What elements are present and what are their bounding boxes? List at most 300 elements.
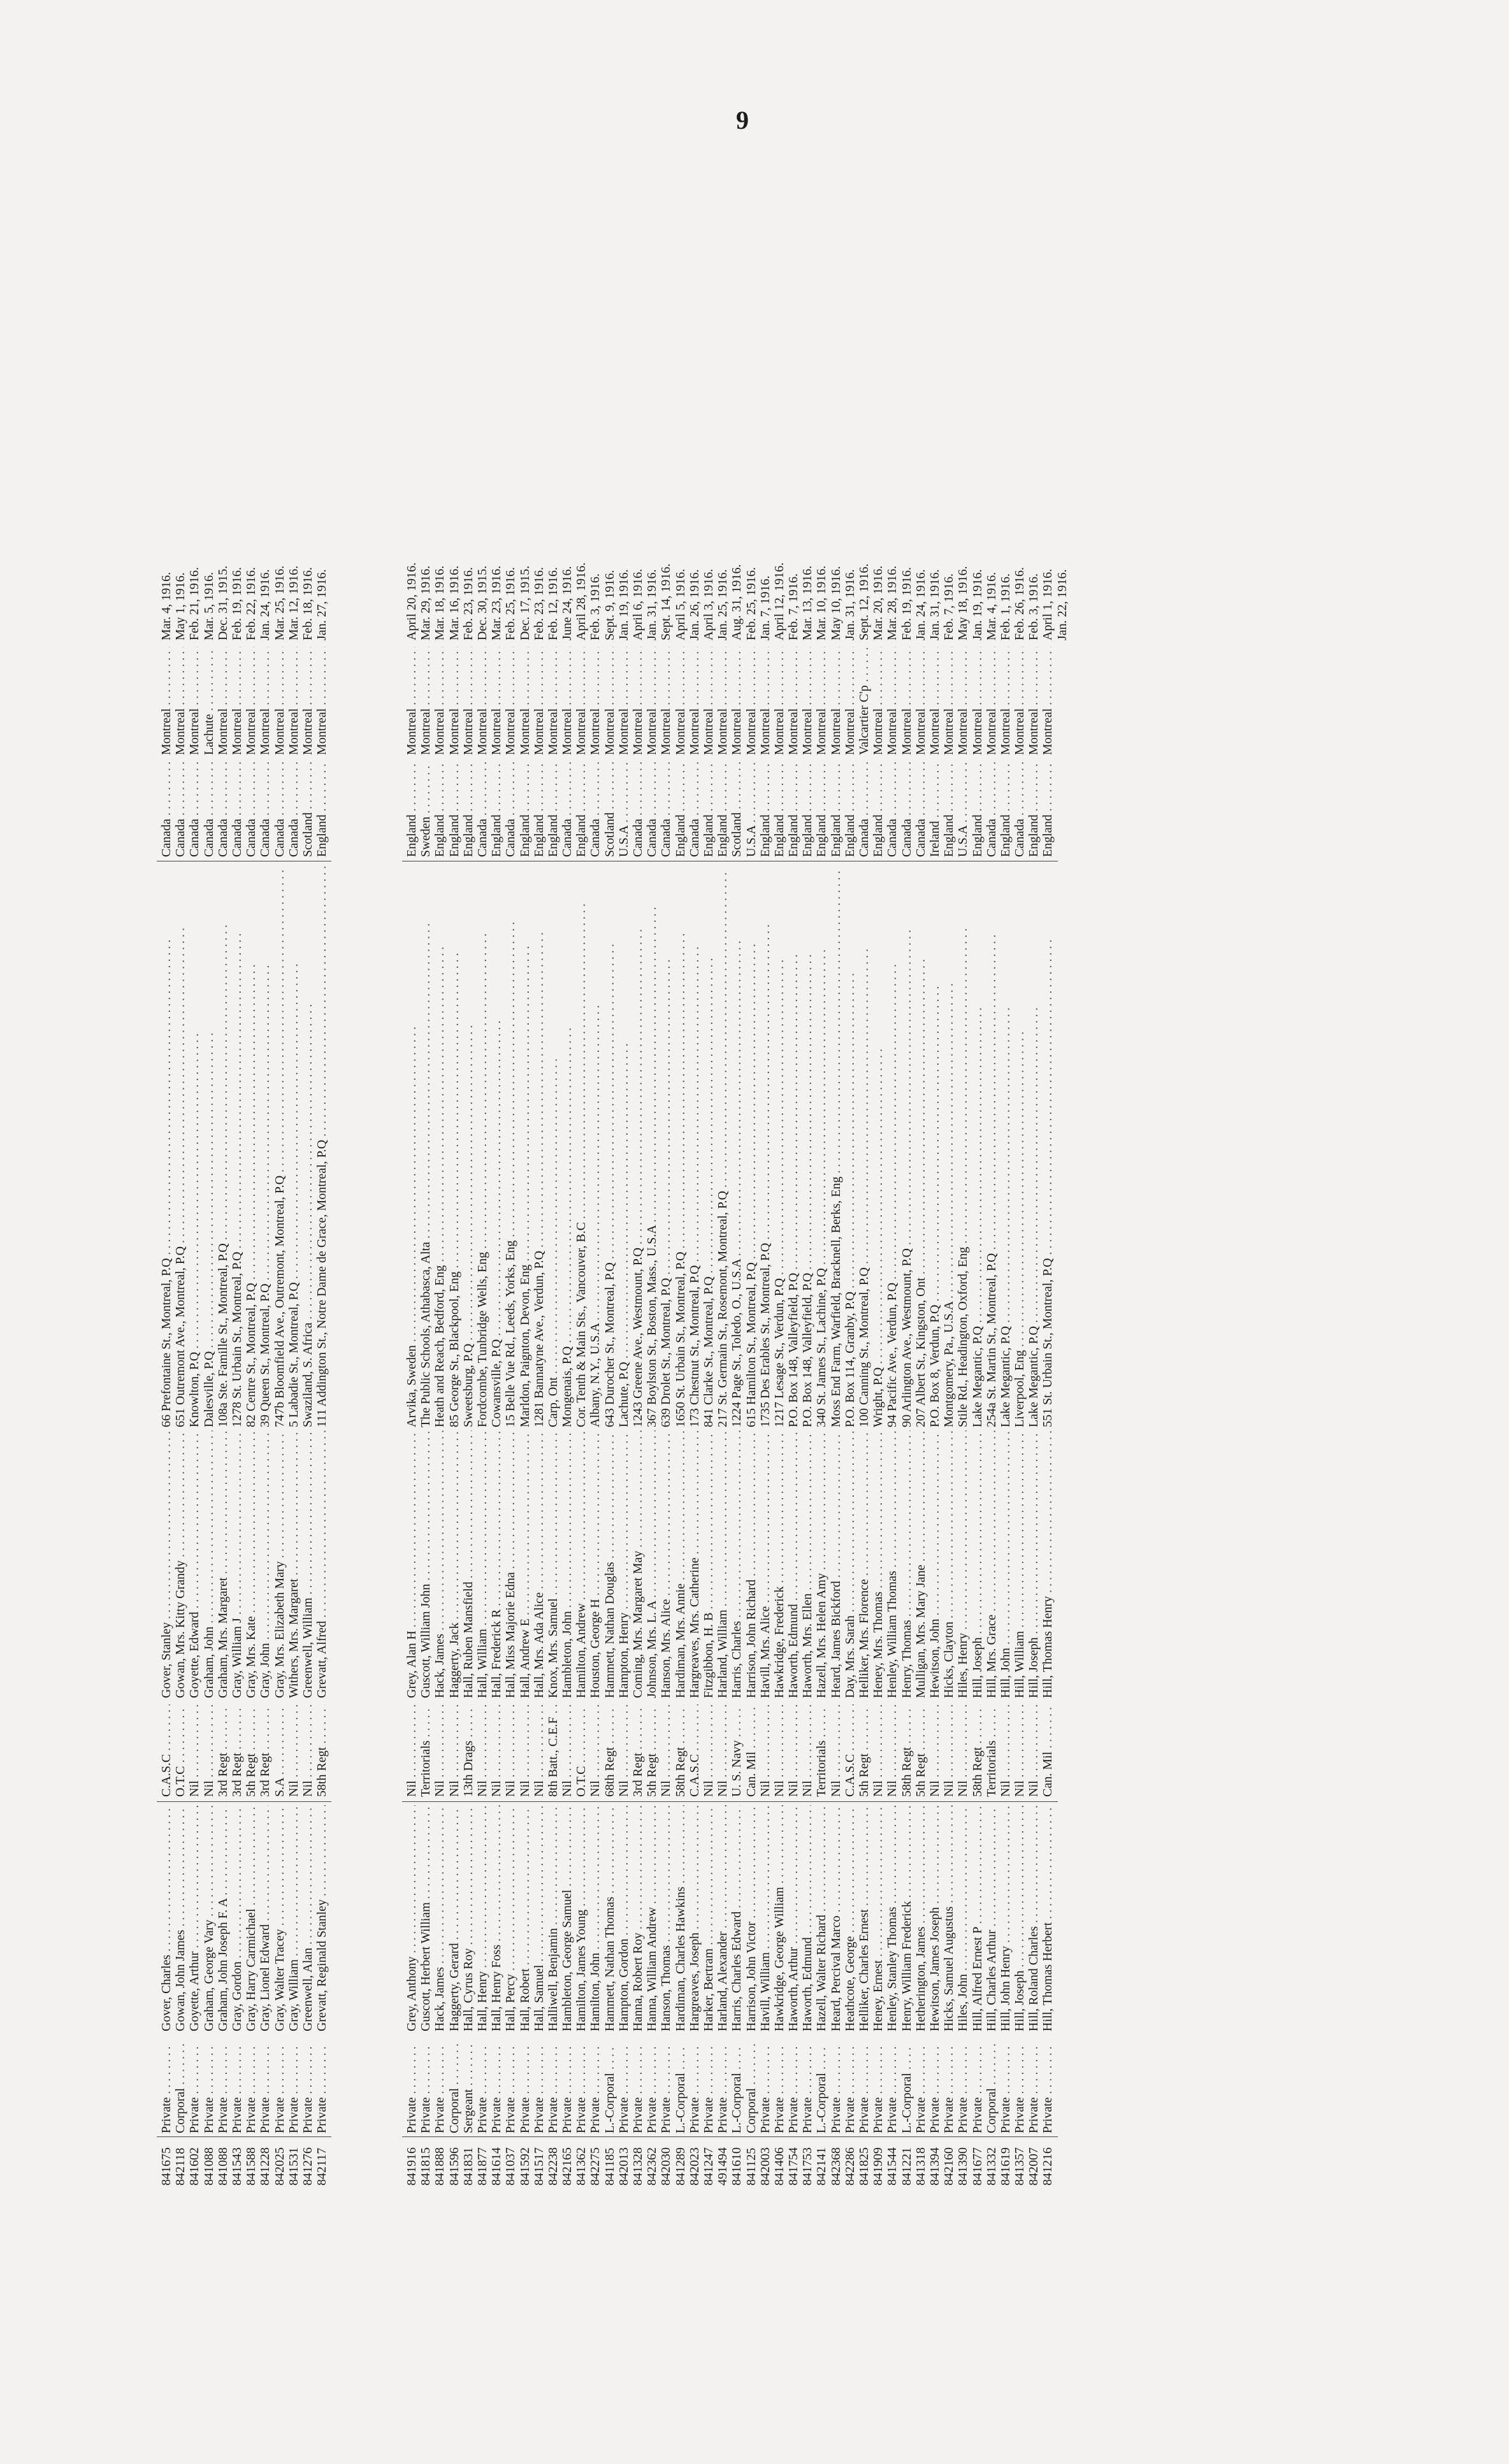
country-of-birth-cell: Canada . . . (287, 761, 301, 857)
address-cell: Arvika, Sweden . . . (405, 867, 419, 1427)
regimental-number-cell: 491494 (716, 2147, 730, 2186)
address-cell: Swaziland, S. Africa . . . (301, 867, 315, 1427)
rank-cell: Private . . . (857, 2044, 871, 2133)
place-taken-on-strength-cell: Montreal . . . (645, 647, 659, 755)
soldier-name-cell: Heathcote, George . . . (843, 1805, 857, 2031)
address-cell: 340 St. James St., Lachine, P.Q . . . (814, 867, 828, 1427)
soldier-name-cell: Hill, Joseph . . . (1013, 1805, 1027, 2031)
date-taken-on-strength-cell: May 18, 1916. (956, 566, 971, 640)
table-row (475, 147, 489, 2186)
address-cell: 39 Queen St., Montreal, P.Q . . . (258, 867, 272, 1427)
country-of-birth-cell: England . . . (546, 761, 560, 857)
place-taken-on-strength-cell: Montreal . . . (475, 647, 489, 755)
next-of-kin-cell: Henley, William Thomas . . . (885, 1430, 899, 1698)
soldier-name-cell: Hall, Samuel . . . (532, 1805, 546, 2031)
place-taken-on-strength-cell: Montreal . . . (772, 647, 786, 755)
date-taken-on-strength-cell: Feb. 18, 1916. (300, 567, 315, 640)
table-row (301, 147, 315, 2186)
country-of-birth-cell: Canada . . . (588, 761, 602, 857)
soldier-name-cell: Hargreaves, Joseph . . . (688, 1805, 702, 2031)
soldier-name-cell: Gray, Lionel Edward . . . (258, 1805, 272, 2031)
table-row (786, 147, 800, 2186)
former-unit-cell: Nil . . . (187, 1704, 201, 1797)
date-taken-on-strength-cell: Feb. 3, 1916. (1027, 573, 1041, 640)
former-unit-cell: Nil . . . (287, 1704, 301, 1797)
former-unit-cell: Nil . . . (702, 1704, 716, 1797)
place-taken-on-strength-cell: Montreal . . . (744, 647, 758, 755)
rank-cell: Private . . . (475, 2044, 489, 2133)
table-row (244, 147, 258, 2186)
address-cell: 66 Prefontaine St., Montreal, P.Q . . . (159, 867, 173, 1427)
next-of-kin-cell: Hicks, Clayton . . . (942, 1430, 956, 1698)
former-unit-cell: 5th Regt . . . (244, 1704, 258, 1797)
place-taken-on-strength-cell: Montreal . . . (489, 647, 503, 755)
place-taken-on-strength-cell: Montreal . . . (885, 647, 899, 755)
address-cell: Lake Megantic, P.Q . . . (999, 867, 1013, 1427)
next-of-kin-cell: Harrison, John Richard . . . (744, 1430, 758, 1698)
table-row (900, 147, 914, 2186)
rank-cell: Corporal . . . (447, 2044, 461, 2133)
country-of-birth-cell: England . . . (461, 761, 475, 857)
country-of-birth-cell: Canada . . . (857, 761, 871, 857)
table-block-1 (159, 147, 329, 2186)
country-of-birth-cell: Ireland . . . (928, 761, 942, 857)
next-of-kin-cell: Hall, Ruben Mansfield . . . (461, 1430, 475, 1698)
table-row (617, 147, 631, 2186)
place-taken-on-strength-cell: Montreal . . . (244, 647, 258, 755)
soldier-name-cell: Harrison, John Victor . . . (744, 1805, 758, 2031)
rank-cell: Private . . . (631, 2044, 645, 2133)
place-taken-on-strength-cell: Montreal . . . (546, 647, 560, 755)
soldier-name-cell: Gray, Gordon . . . (230, 1805, 244, 2031)
regimental-number-cell: 841390 (956, 2147, 971, 2186)
soldier-name-cell: Heney, Ernest . . . (871, 1805, 885, 2031)
regimental-number-cell: 842368 (828, 2147, 843, 2186)
former-unit-cell: Nil . . . (447, 1704, 461, 1797)
soldier-name-cell: Grevatt, Reginald Stanley . . . (315, 1805, 329, 2031)
former-unit-cell: Nil . . . (503, 1704, 517, 1797)
place-taken-on-strength-cell: Montreal . . . (730, 647, 744, 755)
regimental-number-cell: 841406 (772, 2147, 786, 2186)
country-of-birth-cell: Canada . . . (244, 761, 258, 857)
country-of-birth-cell: England . . . (758, 761, 772, 857)
next-of-kin-cell: Johnson, Mrs. L. A . . . (645, 1430, 659, 1698)
regimental-number-cell: 841318 (913, 2147, 928, 2186)
country-of-birth-cell: England . . . (772, 761, 786, 857)
soldier-name-cell: Grey, Anthony . . . (405, 1805, 419, 2031)
date-taken-on-strength-cell: April 28, 1916. (574, 562, 589, 640)
table-row (702, 147, 716, 2186)
regimental-number-cell: 841037 (503, 2147, 518, 2186)
former-unit-cell: Nil . . . (518, 1704, 532, 1797)
place-taken-on-strength-cell: Montreal . . . (716, 647, 730, 755)
former-unit-cell: Nil . . . (1013, 1704, 1027, 1797)
former-unit-cell: C.A.S.C . . . (688, 1704, 702, 1797)
table-row (315, 147, 329, 2186)
country-of-birth-cell: Canada . . . (159, 761, 173, 857)
country-of-birth-cell: England . . . (315, 761, 329, 857)
soldier-name-cell: Hamilton, James Young . . . (574, 1805, 588, 2031)
regimental-number-cell: 842286 (842, 2147, 857, 2186)
soldier-name-cell: Heard, Percival Marco . . . (829, 1805, 843, 2031)
next-of-kin-cell: Gowan, Mrs. Kitty Grandy . . . (173, 1430, 187, 1698)
former-unit-cell: Nil . . . (588, 1704, 602, 1797)
table-row (814, 147, 828, 2186)
rank-cell: Private . . . (702, 2044, 716, 2133)
place-taken-on-strength-cell: Montreal . . . (258, 647, 272, 755)
soldier-name-cell: Halliwell, Benjamin . . . (546, 1805, 560, 2031)
place-taken-on-strength-cell: Montreal . . . (216, 647, 230, 755)
address-cell: 90 Arlington Ave., Westmount, P.Q . . . (900, 867, 914, 1427)
rank-cell: Private . . . (159, 2044, 173, 2133)
date-taken-on-strength-cell: Feb. 26, 1916. (1013, 567, 1027, 640)
date-taken-on-strength-cell: Feb. 7, 1916. (942, 573, 957, 640)
country-of-birth-cell: Canada . . . (503, 761, 517, 857)
next-of-kin-cell: Haworth, Edmund . . . (786, 1430, 800, 1698)
former-unit-cell: Nil . . . (532, 1704, 546, 1797)
date-taken-on-strength-cell: Feb. 22, 1916. (244, 567, 259, 640)
table-block-2 (405, 147, 1069, 2186)
date-taken-on-strength-cell: June 24, 1916. (560, 566, 575, 640)
date-taken-on-strength-cell: Mar. 10, 1916. (814, 565, 829, 640)
rank-cell: Private . . . (688, 2044, 702, 2133)
place-taken-on-strength-cell: Montreal . . . (985, 647, 999, 755)
rank-cell: Private . . . (574, 2044, 588, 2133)
country-of-birth-cell: Canada . . . (914, 761, 928, 857)
date-taken-on-strength-cell: Mar. 25, 1916. (272, 565, 287, 640)
country-of-birth-cell: England . . . (716, 761, 730, 857)
address-cell: Fordcombe, Tunbridge Wells, Eng . . . (475, 867, 489, 1427)
next-of-kin-cell: Goyette, Edward . . . (187, 1430, 201, 1698)
place-taken-on-strength-cell: Montreal . . . (900, 647, 914, 755)
rank-cell: Private . . . (971, 2044, 985, 2133)
regimental-number-cell: 841675 (159, 2147, 173, 2186)
regimental-number-cell: 841517 (531, 2147, 546, 2186)
rank-cell: Private . . . (758, 2044, 772, 2133)
regimental-number-cell: 841588 (244, 2147, 259, 2186)
place-taken-on-strength-cell: Montreal . . . (659, 647, 673, 755)
next-of-kin-cell: Hamilton, Andrew . . . (574, 1430, 588, 1698)
date-taken-on-strength-cell: Feb. 12, 1916. (545, 567, 560, 640)
table-row (588, 147, 602, 2186)
country-of-birth-cell: England . . . (829, 761, 843, 857)
next-of-kin-cell: Withers, Mrs. Margaret . . . (287, 1430, 301, 1698)
table-row (560, 147, 574, 2186)
table-row (730, 147, 744, 2186)
soldier-name-cell: Haworth, Arthur . . . (786, 1805, 800, 2031)
table-row (758, 147, 772, 2186)
address-cell: Cowansville, P.Q . . . (489, 867, 503, 1427)
former-unit-cell: Nil . . . (475, 1704, 489, 1797)
soldier-name-cell: Gray, Walter Tracey . . . (273, 1805, 287, 2031)
date-taken-on-strength-cell: Feb. 19, 1916. (229, 567, 244, 640)
table-row (928, 147, 942, 2186)
date-taken-on-strength-cell: Dec. 31, 1915. (215, 565, 230, 640)
soldier-name-cell: Henry, William Frederick . . . (900, 1805, 914, 2031)
rank-cell: Private . . . (716, 2044, 730, 2133)
rank-cell: Corporal . . . (173, 2044, 187, 2133)
date-taken-on-strength-cell: Mar. 23, 1916. (489, 565, 504, 640)
former-unit-cell: Territorials . . . (814, 1704, 828, 1797)
address-cell: 1243 Greene Ave., Westmount, P.Q . . . (631, 867, 645, 1427)
soldier-name-cell: Haggerty, Gerard . . . (447, 1805, 461, 2031)
regimental-number-cell: 841602 (187, 2147, 202, 2186)
date-taken-on-strength-cell: Feb. 23, 1916. (531, 567, 546, 640)
rank-cell: Corporal . . . (744, 2044, 758, 2133)
rank-cell: Private . . . (560, 2044, 574, 2133)
address-cell: 173 Chestnut St., Montreal, P.Q . . . (688, 867, 702, 1427)
place-taken-on-strength-cell: Montreal . . . (518, 647, 532, 755)
date-taken-on-strength-cell: Dec. 30, 1915. (475, 565, 489, 640)
date-taken-on-strength-cell: Mar. 28, 1916. (885, 565, 900, 640)
date-taken-on-strength-cell: Mar. 29, 1916. (419, 565, 433, 640)
country-of-birth-cell: Canada . . . (475, 761, 489, 857)
country-of-birth-cell: Canada . . . (885, 761, 899, 857)
date-taken-on-strength-cell: Feb. 3, 1916. (588, 573, 603, 640)
table-row (829, 147, 843, 2186)
former-unit-cell: C.A.S.C . . . (843, 1704, 857, 1797)
table-row (999, 147, 1013, 2186)
next-of-kin-cell: Day, Mrs. Sarah . . . (843, 1430, 857, 1698)
date-taken-on-strength-cell: Feb. 25, 1916. (744, 567, 758, 640)
rank-cell: Private . . . (829, 2044, 843, 2133)
address-cell: 15 Belle Vue Rd., Leeds, Yorks, Eng . . . (503, 867, 517, 1427)
table-row (716, 147, 730, 2186)
date-taken-on-strength-cell: Jan. 19, 1916. (970, 569, 985, 640)
next-of-kin-cell: Guscott, William John . . . (419, 1430, 433, 1698)
regimental-number-cell: 841614 (489, 2147, 504, 2186)
place-taken-on-strength-cell: Montreal . . . (829, 647, 843, 755)
regimental-number-cell: 841088 (215, 2147, 230, 2186)
regimental-number-cell: 841328 (631, 2147, 645, 2186)
date-taken-on-strength-cell: Jan. 22, 1916. (1055, 569, 1069, 640)
place-taken-on-strength-cell: Montreal . . . (405, 647, 419, 755)
place-taken-on-strength-cell: Montreal . . . (1027, 647, 1041, 755)
place-taken-on-strength-cell: Montreal . . . (928, 647, 942, 755)
place-taken-on-strength-cell: Montreal . . . (702, 647, 716, 755)
rank-cell: Private . . . (518, 2044, 532, 2133)
place-taken-on-strength-cell: Montreal . . . (503, 647, 517, 755)
place-taken-on-strength-cell: Montreal . . . (814, 647, 828, 755)
date-taken-on-strength-cell: Mar. 4, 1916. (159, 572, 173, 640)
address-cell: P.O. Box 8, Verdun, P.Q . . . (928, 867, 942, 1427)
regimental-number-cell: 841754 (786, 2147, 801, 2186)
soldier-name-cell: Greenwell, Alan . . . (301, 1805, 315, 2031)
soldier-name-cell: Hawkridge, George William . . . (772, 1805, 786, 2031)
former-unit-cell: Nil . . . (956, 1704, 970, 1797)
rank-cell: Private . . . (928, 2044, 942, 2133)
soldier-name-cell: Hall, Robert . . . (518, 1805, 532, 2031)
rank-cell: Private . . . (843, 2044, 857, 2133)
regimental-number-cell: 841247 (701, 2147, 716, 2186)
country-of-birth-cell: Canada . . . (560, 761, 574, 857)
next-of-kin-cell: Graham, John . . . (202, 1430, 216, 1698)
former-unit-cell: Nil . . . (786, 1704, 800, 1797)
address-cell: 5 Labadie St., Montreal, P.Q . . . (287, 867, 301, 1427)
regimental-number-cell: 841125 (744, 2147, 758, 2186)
regimental-number-cell: 841825 (857, 2147, 871, 2186)
regimental-number-cell: 841619 (998, 2147, 1013, 2186)
rank-cell: Private . . . (258, 2044, 272, 2133)
rank-cell: Private . . . (914, 2044, 928, 2133)
former-unit-cell: Nil . . . (928, 1704, 942, 1797)
place-taken-on-strength-cell: Montreal . . . (419, 647, 433, 755)
place-taken-on-strength-cell: Montreal . . . (914, 647, 928, 755)
next-of-kin-cell: Haggerty, Jack . . . (447, 1430, 461, 1698)
regimental-number-cell: 841596 (447, 2147, 461, 2186)
column-rule (402, 1801, 1058, 1802)
country-of-birth-cell: Scotland . . . (730, 761, 744, 857)
former-unit-cell: Territorials . . . (985, 1704, 999, 1797)
soldier-name-cell: Hetherington, James . . . (914, 1805, 928, 2031)
address-cell: 1217 Lesage St., Verdun, P.Q . . . (772, 867, 786, 1427)
soldier-name-cell: Hall, Henry Foss . . . (489, 1805, 503, 2031)
country-of-birth-cell: Canada . . . (688, 761, 702, 857)
regimental-number-cell: 841276 (300, 2147, 315, 2186)
former-unit-cell: Nil . . . (560, 1704, 574, 1797)
soldier-name-cell: Hill, John Henry . . . (999, 1805, 1013, 2031)
soldier-name-cell: Hill, Charles Arthur . . . (985, 1805, 999, 2031)
country-of-birth-cell: England . . . (489, 761, 503, 857)
soldier-name-cell: Hanna, Robert Roy . . . (631, 1805, 645, 2031)
address-cell: 841 Clarke St., Montreal, P.Q . . . (702, 867, 716, 1427)
date-taken-on-strength-cell: April 3, 1916. (701, 568, 716, 640)
address-cell: 217 St. Germain St., Rosemont, Montreal, P.Q . . . (716, 867, 730, 1427)
next-of-kin-cell: Mulligan, Mrs. Mary Jane . . . (914, 1430, 928, 1698)
next-of-kin-cell: Hill, Joseph . . . (971, 1430, 985, 1698)
address-cell: 1224 Page St., Toledo, O., U.S.A . . . (730, 867, 744, 1427)
date-taken-on-strength-cell: April 6, 1916. (631, 568, 645, 640)
address-cell: 1278 St. Urbain St., Montreal, P.Q . . . (230, 867, 244, 1427)
place-taken-on-strength-cell: Montreal . . . (871, 647, 885, 755)
table-row (631, 147, 645, 2186)
next-of-kin-cell: Hack, James . . . (433, 1430, 447, 1698)
rank-cell: Corporal . . . (985, 2044, 999, 2133)
place-taken-on-strength-cell: Montreal . . . (1013, 647, 1027, 755)
table-row (574, 147, 588, 2186)
soldier-name-cell: Gover, Charles . . . (159, 1805, 173, 2031)
country-of-birth-cell: England . . . (800, 761, 814, 857)
table-row (942, 147, 956, 2186)
date-taken-on-strength-cell: Jan. 26, 1916. (687, 569, 702, 640)
country-of-birth-cell: England . . . (574, 761, 588, 857)
page-number: 9 (736, 106, 749, 134)
former-unit-cell: Can. Mil . . . (744, 1704, 758, 1797)
regimental-number-cell: 841357 (1013, 2147, 1027, 2186)
address-cell: P.O. Box 148, Valleyfield, P.Q . . . (800, 867, 814, 1427)
country-of-birth-cell: Canada . . . (900, 761, 914, 857)
country-of-birth-cell: England . . . (433, 761, 447, 857)
table-row (1055, 147, 1069, 2186)
address-cell: 367 Boylston St., Boston, Mass., U.S.A . . . (645, 867, 659, 1427)
place-taken-on-strength-cell: Montreal . . . (758, 647, 772, 755)
former-unit-cell: Nil . . . (202, 1704, 216, 1797)
former-unit-cell: 58th Regt . . . (674, 1704, 688, 1797)
rank-cell: Private . . . (315, 2044, 329, 2133)
date-taken-on-strength-cell: Sept. 14, 1916. (659, 563, 674, 640)
address-cell: 108a Ste. Famille St., Montreal, P.Q . . . (216, 867, 230, 1427)
place-taken-on-strength-cell: Montreal . . . (461, 647, 475, 755)
former-unit-cell: Nil . . . (489, 1704, 503, 1797)
former-unit-cell: C.A.S.C . . . (159, 1704, 173, 1797)
country-of-birth-cell: Canada . . . (273, 761, 287, 857)
rank-cell: Private . . . (433, 2044, 447, 2133)
table-row (603, 147, 617, 2186)
former-unit-cell: 13th Drags . . . (461, 1704, 475, 1797)
former-unit-cell: 68th Regt . . . (603, 1704, 617, 1797)
address-cell: 100 Canning St., Montreal, P.Q . . . (857, 867, 871, 1427)
column-rule (157, 1801, 331, 1802)
soldier-name-cell: Gray, William . . . (287, 1805, 301, 2031)
rank-cell: Private . . . (273, 2044, 287, 2133)
next-of-kin-cell: Fitzgibbon, H. B . . . (702, 1430, 716, 1698)
soldier-name-cell: Hall, Henry . . . (475, 1805, 489, 2031)
rank-cell: Private . . . (772, 2044, 786, 2133)
table-row (885, 147, 899, 2186)
country-of-birth-cell: England . . . (518, 761, 532, 857)
next-of-kin-cell: Hall, Frederick R . . . (489, 1430, 503, 1698)
date-taken-on-strength-cell: May 1, 1916. (173, 572, 188, 640)
regimental-number-cell: 841543 (229, 2147, 244, 2186)
country-of-birth-cell: England . . . (532, 761, 546, 857)
next-of-kin-cell: Graham, Mrs. Margaret . . . (216, 1430, 230, 1698)
country-of-birth-cell: Sweden . . . (419, 761, 433, 857)
former-unit-cell: Nil . . . (301, 1704, 315, 1797)
date-taken-on-strength-cell: Mar. 16, 1916. (447, 565, 461, 640)
country-of-birth-cell: England . . . (1041, 761, 1055, 857)
rank-cell: Private . . . (405, 2044, 419, 2133)
place-taken-on-strength-cell: Montreal . . . (674, 647, 688, 755)
address-cell: 1735 Des Erables St., Montreal, P.Q . . . (758, 867, 772, 1427)
rank-cell: Private . . . (1027, 2044, 1041, 2133)
next-of-kin-cell: Haworth, Mrs. Ellen . . . (800, 1430, 814, 1698)
table-row (914, 147, 928, 2186)
soldier-name-cell: Hall, Percy . . . (503, 1805, 517, 2031)
next-of-kin-cell: Knox, Mrs. Samuel . . . (546, 1430, 560, 1698)
regimental-number-cell: 842007 (1027, 2147, 1041, 2186)
address-cell: 82 Centre St., Montreal, P.Q . . . (244, 867, 258, 1427)
date-taken-on-strength-cell: April 5, 1916. (673, 568, 688, 640)
regimental-number-cell: 842165 (560, 2147, 575, 2186)
date-taken-on-strength-cell: Mar. 4, 1916. (984, 572, 999, 640)
address-cell: 615 Hamilton St., Montreal, P.Q . . . (744, 867, 758, 1427)
table-row (674, 147, 688, 2186)
table-row (772, 147, 786, 2186)
rank-cell: Private . . . (503, 2044, 517, 2133)
address-cell: Carp, Ont . . . (546, 867, 560, 1427)
place-taken-on-strength-cell: Montreal . . . (447, 647, 461, 755)
address-cell: Mongenais, P.Q . . . (560, 867, 574, 1427)
regimental-number-cell: 841592 (517, 2147, 532, 2186)
address-cell: Wright, P.Q . . . (871, 867, 885, 1427)
country-of-birth-cell: England . . . (871, 761, 885, 857)
soldier-name-cell: Harland, Alexander . . . (716, 1805, 730, 2031)
place-taken-on-strength-cell: Montreal . . . (287, 647, 301, 755)
rank-cell: Private . . . (588, 2044, 602, 2133)
table-row (258, 147, 272, 2186)
place-taken-on-strength-cell: Montreal . . . (688, 647, 702, 755)
place-taken-on-strength-cell: Lachute . . . (202, 647, 216, 755)
table-row (419, 147, 433, 2186)
next-of-kin-cell: Harland, William . . . (716, 1430, 730, 1698)
address-cell: Lake Megantic, P.Q . . . (1027, 867, 1041, 1427)
former-unit-cell: 58th Regt . . . (315, 1704, 329, 1797)
regimental-number-cell: 841394 (927, 2147, 942, 2186)
former-unit-cell: Nil . . . (772, 1704, 786, 1797)
address-cell: Montgomery, Pa., U.S.A . . . (942, 867, 956, 1427)
table-row (659, 147, 673, 2186)
regimental-number-cell: 842117 (315, 2147, 329, 2186)
